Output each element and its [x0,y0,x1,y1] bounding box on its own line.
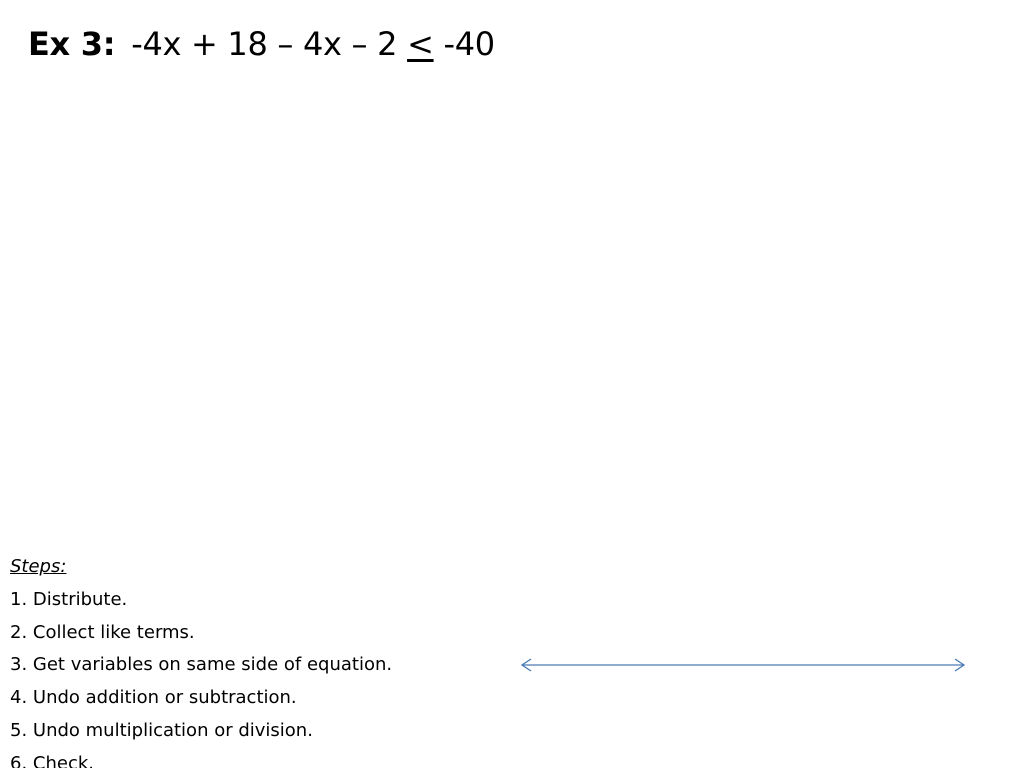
number-line [518,655,968,675]
equation-right-value: -40 [443,25,495,63]
slide-title [28,20,495,68]
step-item: 4. Undo addition or subtraction. [10,687,297,709]
example-label: Ex 3: [28,25,116,63]
less-than-or-equal-symbol: < [407,25,434,63]
steps-box [10,551,392,768]
steps-list [10,584,392,768]
step-item: 1. Distribute. [10,588,128,610]
steps-heading: Steps: [10,556,67,577]
step-item: 5. Undo multiplication or division. [10,719,313,741]
step-item: 6. Check. [10,752,94,768]
step-item: 3. Get variables on same side of equation. [10,654,393,676]
equation-left-expression: -4x + 18 – 4x – 2 [131,25,398,63]
step-item: 2. Collect like terms. [10,621,195,643]
